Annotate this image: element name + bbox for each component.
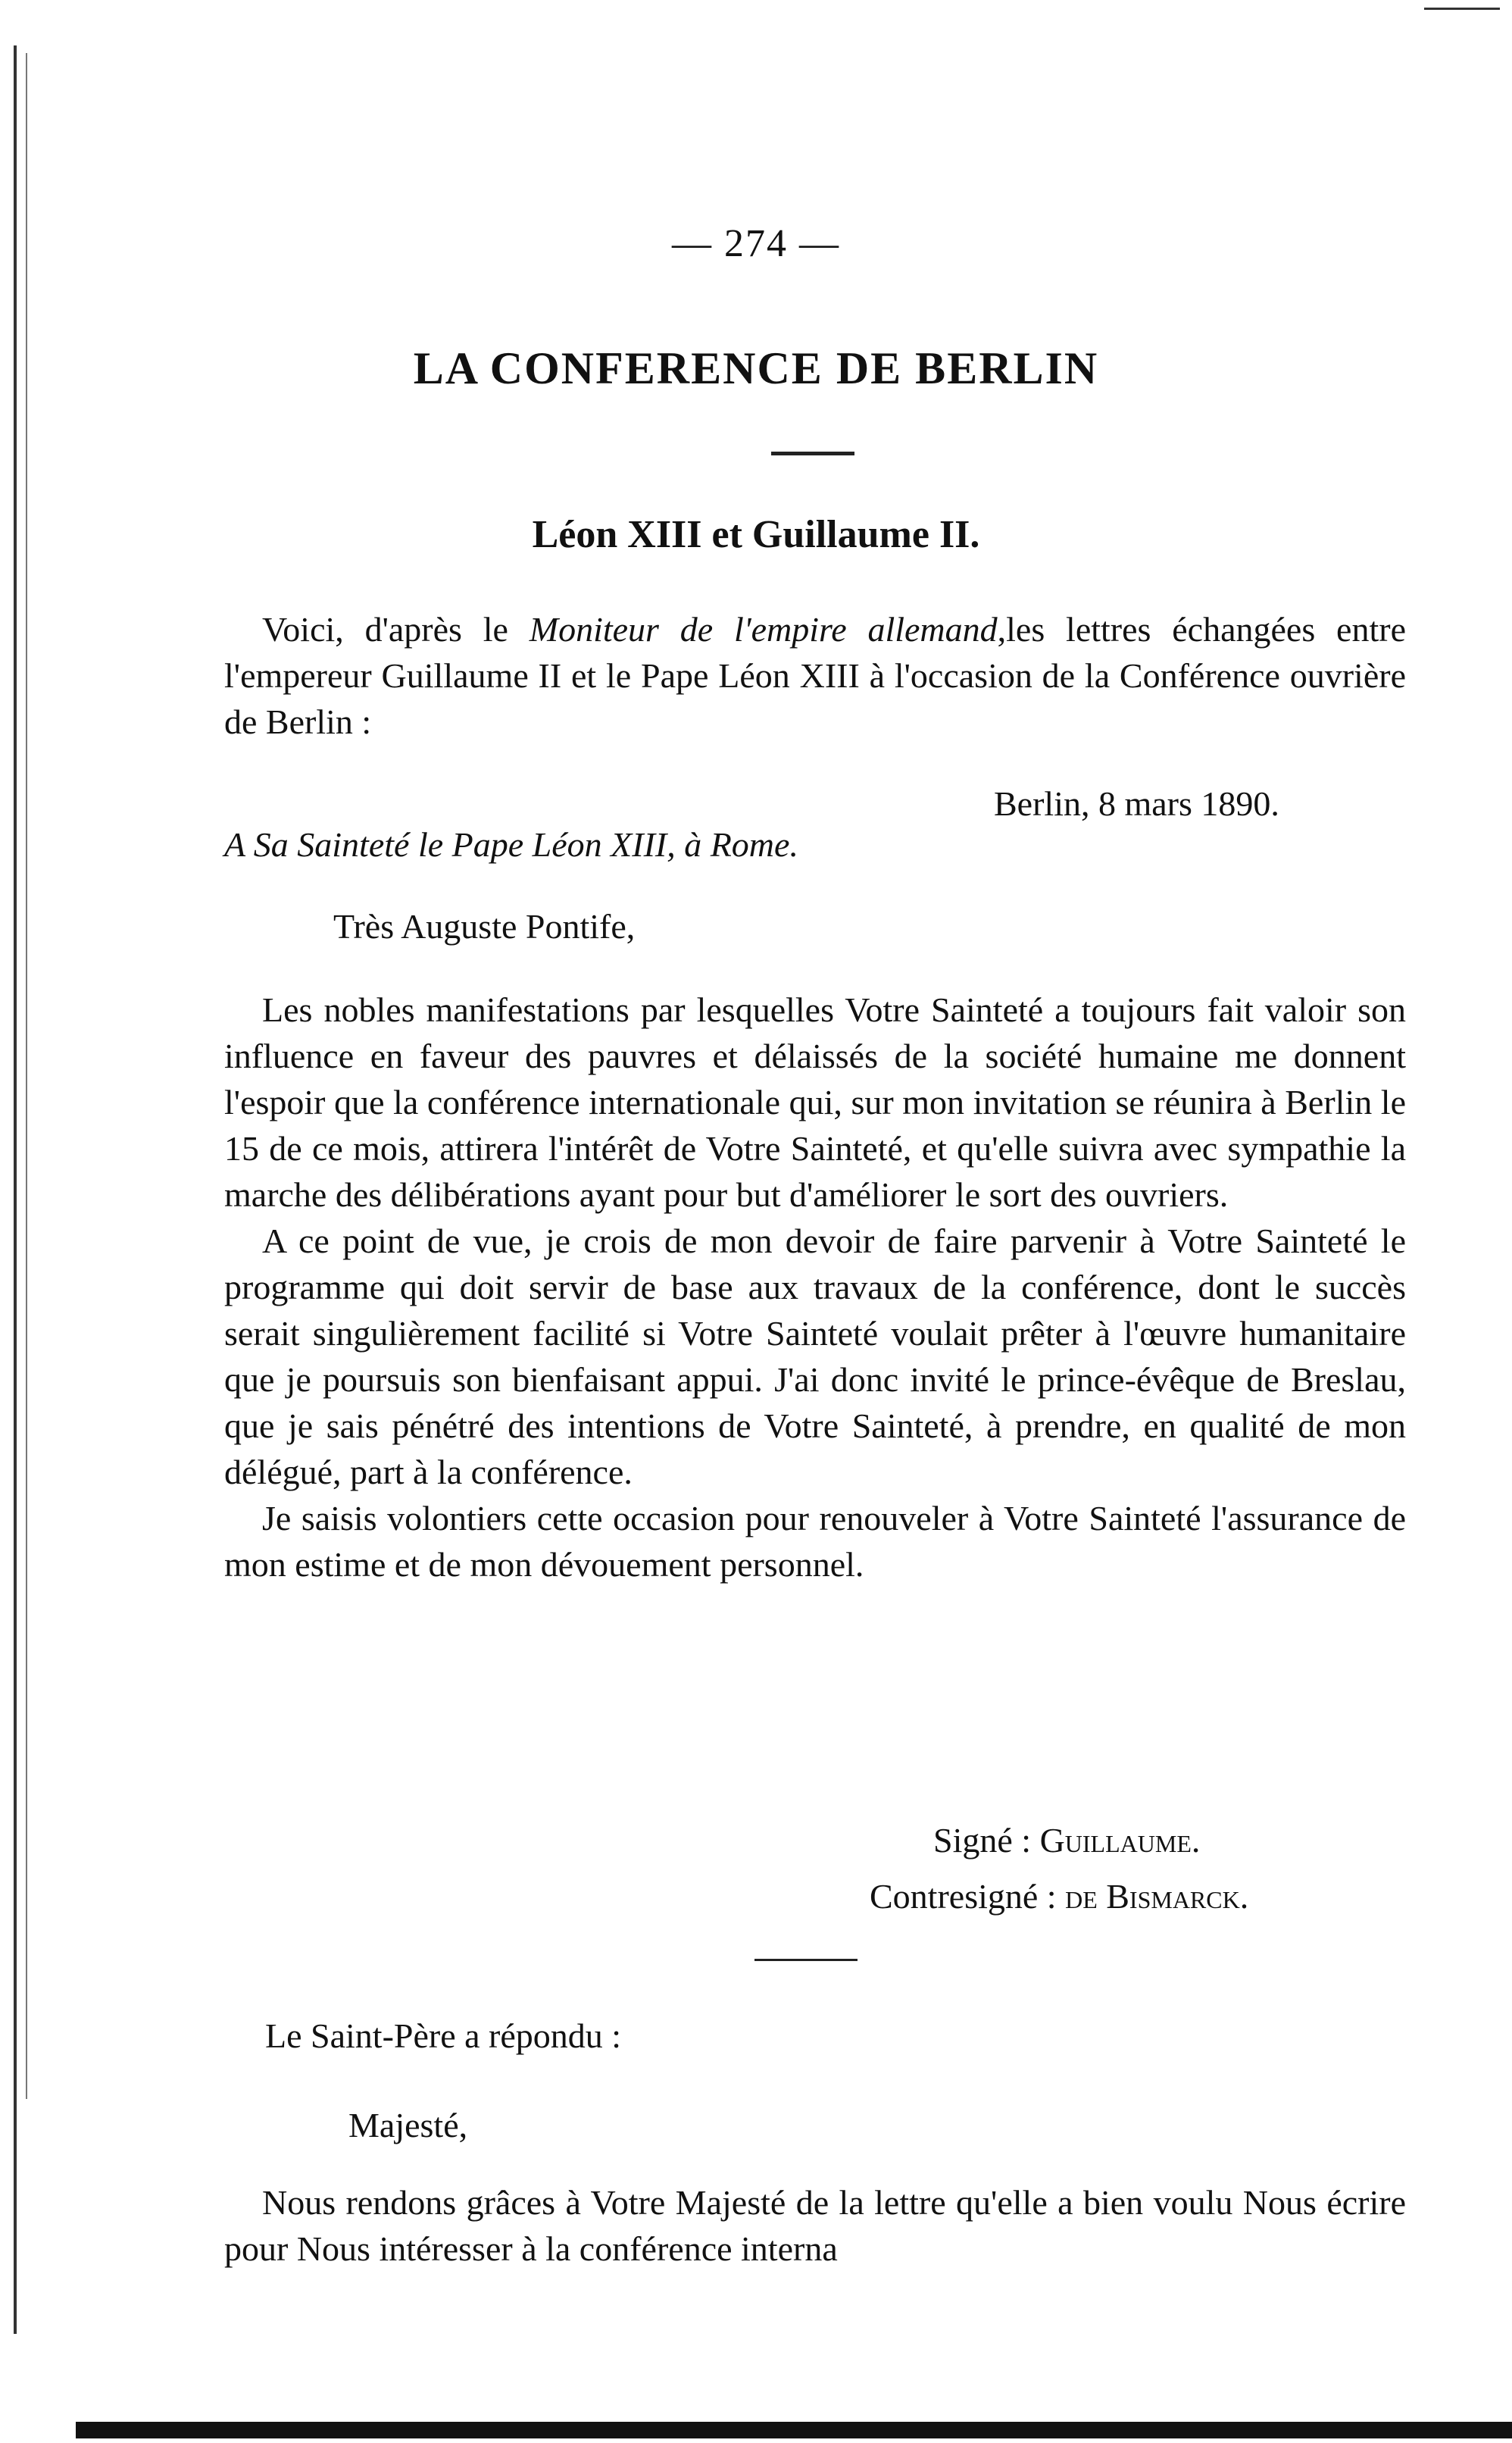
section-subtitle: Léon XIII et Guillaume II. xyxy=(532,513,980,556)
intro-paragraph xyxy=(224,606,1406,745)
page-title: LA CONFERENCE DE BERLIN xyxy=(413,343,1099,393)
reply-paragraph: Nous rendons grâces à Votre Majesté de la lettre qu'elle a bien voulu Nous écrire pour Nous intéresser à la conférence interna xyxy=(224,2183,1406,2268)
signature-name: Guillaume. xyxy=(1039,1821,1201,1860)
scan-corner-mark xyxy=(1424,8,1500,10)
signature-label: Signé : xyxy=(933,1821,1040,1860)
letter-body xyxy=(224,987,1406,1587)
page-number: — 274 — xyxy=(672,222,840,265)
section-divider xyxy=(754,1959,858,1961)
reply-intro: Le Saint-Père a répondu : xyxy=(265,2016,622,2055)
title-divider xyxy=(771,452,854,455)
reply-salutation: Majesté, xyxy=(348,2106,468,2144)
intro-suffix: ,les lettres échangées entre l'empereur Guillaume II et le Pape Léon XIII à l'occasion de la Conférence ouvrière de Berlin : xyxy=(224,610,1406,741)
signature xyxy=(933,1820,1200,1860)
letter-paragraph: A ce point de vue, je crois de mon devoir de faire parvenir à Votre Sainteté le programme qui doit servir de base aux travaux de la conférence, dont le succès serait singulièrement facilité si Votre Sainteté voulait prêter à l'œuvre humanitaire que je poursuis son bienfaisant appui. J'ai donc invité le prince-évêque de Breslau, que je sais pénétré des intentions de Votre Sainteté, à prendre, en qualité de mon délégué, part à la conférence. xyxy=(224,1222,1406,1491)
letter-paragraph: Je saisis volontiers cette occasion pour renouveler à Votre Sainteté l'assurance de mon estime et de mon dévouement personnel. xyxy=(224,1499,1406,1584)
countersignature xyxy=(870,1876,1248,1916)
intro-prefix: Voici, d'après le xyxy=(262,610,530,649)
scan-bottom-edge xyxy=(76,2422,1512,2438)
letter-salutation: Très Auguste Pontife, xyxy=(333,907,636,946)
countersignature-label: Contresigné : xyxy=(870,1877,1066,1916)
countersignature-name: de Bismarck. xyxy=(1065,1877,1249,1916)
letter-address: A Sa Sainteté le Pape Léon XIII, à Rome. xyxy=(224,825,798,864)
intro-source: Moniteur de l'empire allemand xyxy=(529,610,998,649)
letter-dateline: Berlin, 8 mars 1890. xyxy=(994,784,1279,823)
letter-paragraph: Les nobles manifestations par lesquelles Votre Sainteté a toujours fait valoir son influence en faveur des pauvres et délaissés de la société humaine me donnent l'espoir que la conférence internationale qui, sur mon invitation se réunira à Berlin le 15 de ce mois, attirera l'intérêt de Votre Sainteté, et qu'elle suivra avec sympathie la marche des délibérations ayant pour but d'améliorer le sort des ouvriers. xyxy=(224,990,1406,1214)
